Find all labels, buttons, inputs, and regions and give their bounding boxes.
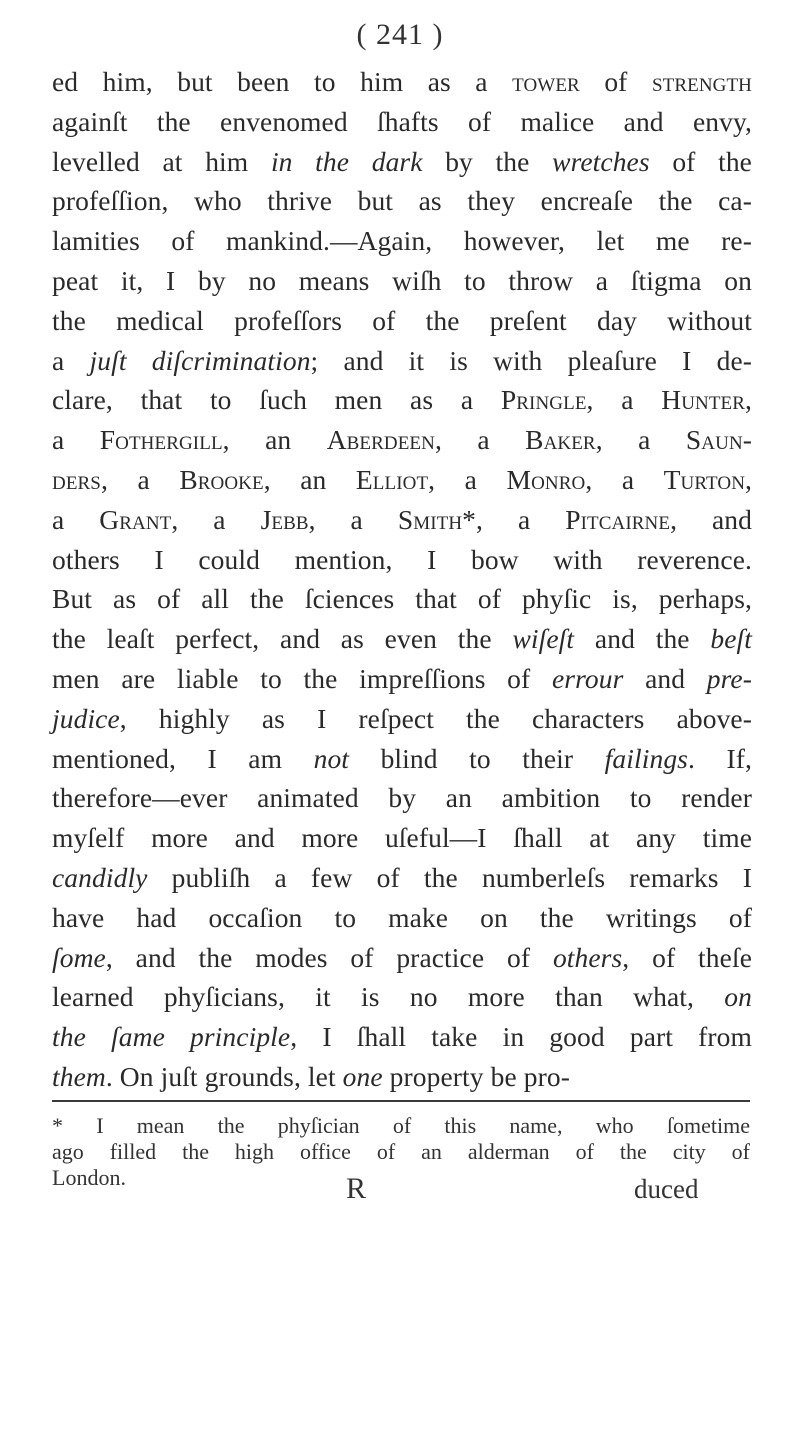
text-line	[52, 221, 752, 261]
small-caps-name: Brooke	[179, 463, 264, 495]
italic-text: errour	[551, 662, 624, 694]
text-run: *, a	[462, 503, 566, 535]
text-run: ,	[745, 463, 752, 495]
text-run: ; and it is with pleaſure I de-	[310, 344, 753, 376]
text-run: of	[579, 66, 652, 97]
text-run: by the	[422, 145, 553, 177]
text-line	[52, 62, 752, 102]
small-caps-name: Fothergill	[99, 424, 223, 456]
text-run: clare, that to ſuch men as a	[52, 384, 501, 416]
text-line	[52, 898, 752, 938]
text-line	[52, 1057, 752, 1097]
small-caps-name: Elliot	[355, 463, 429, 495]
footnote-line: * I mean the phyſician of this name, who ſometime	[52, 1113, 750, 1138]
text-run: of the	[649, 145, 752, 177]
small-caps-name: ders	[52, 463, 101, 495]
text-line	[52, 1017, 752, 1057]
text-run: , a	[595, 424, 686, 456]
text-run: therefore—ever animated by an ambition to render	[52, 782, 752, 814]
italic-text: them	[52, 1060, 106, 1092]
text-run: a	[52, 424, 100, 456]
italic-text: in the dark	[270, 145, 423, 177]
small-caps-name: Monro	[506, 463, 586, 495]
italic-text: beſt	[710, 623, 753, 655]
text-line	[52, 181, 752, 221]
text-line	[52, 977, 752, 1017]
page-number: ( 241 )	[356, 18, 444, 51]
small-caps-name: Pringle	[500, 384, 587, 416]
italic-text: candidly	[52, 861, 148, 893]
text-run: , an	[222, 424, 327, 456]
text-line	[52, 380, 752, 420]
italic-text: juſt diſcrimination	[89, 344, 311, 376]
text-run: men are liable to the impreſſions of	[52, 662, 552, 694]
catchword: duced	[634, 1174, 699, 1204]
text-run: , and	[670, 503, 753, 535]
text-run: , I ſhall take in good part from	[290, 1021, 752, 1053]
text-run: learned phyſicians, it is no more than what,	[52, 981, 725, 1013]
small-caps-name: Aberdeen	[326, 424, 435, 456]
small-caps-name: Jebb	[260, 503, 309, 535]
small-caps-name: Pitcairne	[565, 503, 671, 535]
text-run: , a	[428, 463, 507, 495]
small-caps-name: Baker	[525, 424, 596, 456]
signature-mark: R	[346, 1172, 367, 1205]
text-line	[52, 500, 752, 540]
text-line	[52, 460, 752, 500]
footnote-line: ago filled the high office of an alderman of the city of	[52, 1139, 750, 1164]
text-run: , a	[586, 384, 662, 416]
text-line	[52, 261, 752, 301]
footnote-rule	[52, 1100, 750, 1102]
small-caps-name: Turton	[663, 463, 746, 495]
italic-text: pre-	[706, 662, 752, 694]
italic-text: on	[724, 981, 752, 1013]
small-caps-name: Grant	[99, 503, 172, 535]
text-line	[52, 142, 752, 182]
italic-text: failings	[604, 742, 688, 774]
body-text	[52, 62, 752, 1097]
text-run: the leaſt perfect, and as even the	[52, 623, 513, 655]
text-run: But as of all the ſciences that of phyſic is, perhaps,	[52, 583, 752, 615]
text-line	[52, 739, 752, 779]
text-line	[52, 102, 752, 142]
text-line	[52, 420, 752, 460]
text-run: , a	[585, 463, 664, 495]
small-caps-name: strength	[651, 66, 752, 97]
text-run: blind to their	[349, 742, 605, 774]
text-run: , an	[263, 463, 356, 495]
italic-text: ſome	[52, 941, 106, 973]
text-line	[52, 659, 752, 699]
small-caps-name: Hunter	[661, 384, 746, 416]
text-run: profeſſion, who thrive but as they encreaſe the ca-	[52, 185, 752, 217]
text-run: a	[52, 344, 90, 376]
text-line	[52, 579, 752, 619]
text-run: , highly as I reſpect the characters above-	[119, 702, 752, 734]
text-run: have had occaſion to make on the writings of	[52, 901, 752, 933]
text-line	[52, 818, 752, 858]
text-run: lamities of mankind.—Again, however, let me re-	[52, 225, 752, 257]
text-run: a	[52, 503, 100, 535]
text-run: ed him, but been to him as a	[52, 66, 513, 97]
text-run: myſelf more and more uſeful—I ſhall at any time	[52, 822, 752, 854]
text-run: , a	[171, 503, 261, 535]
text-run: ,	[745, 384, 753, 416]
text-run: . On juſt grounds, let	[105, 1060, 343, 1092]
italic-text: judice	[52, 702, 120, 734]
italic-text: one	[342, 1060, 383, 1092]
text-line	[52, 938, 752, 978]
italic-text: wiſeſt	[512, 623, 575, 655]
text-run: publiſh a few of the numberleſs remarks I	[147, 861, 752, 893]
text-run: , a	[308, 503, 398, 535]
text-run: others I could mention, I bow with reverence.	[52, 543, 752, 575]
text-line	[52, 699, 752, 739]
italic-text: wretches	[552, 145, 650, 177]
italic-text: not	[313, 742, 350, 774]
text-run: , and the modes of practice of	[105, 941, 553, 973]
text-line	[52, 858, 752, 898]
text-run: peat it, I by no means wiſh to throw a ſtigma on	[52, 264, 752, 296]
text-run: , a	[100, 463, 180, 495]
text-run: and	[623, 662, 707, 694]
text-line	[52, 619, 752, 659]
small-caps-name: tower	[512, 66, 580, 97]
text-run: , a	[434, 424, 526, 456]
footnote-line: London.	[52, 1165, 126, 1190]
italic-text: others	[552, 941, 623, 973]
text-line	[52, 341, 752, 381]
text-run: and the	[574, 623, 711, 655]
text-line	[52, 540, 752, 580]
text-line	[52, 778, 752, 818]
small-caps-name: Saun-	[685, 424, 753, 456]
text-run: the medical profeſſors of the preſent day without	[52, 304, 752, 336]
italic-text: the ſame principle	[52, 1021, 291, 1053]
small-caps-name: Smith	[397, 503, 463, 535]
text-run: . If,	[688, 742, 752, 774]
text-line	[52, 301, 752, 341]
text-run: levelled at him	[52, 145, 271, 177]
text-run: , of theſe	[622, 941, 752, 973]
text-run: property be pro-	[382, 1060, 570, 1092]
text-run: mentioned, I am	[52, 742, 314, 774]
text-run: againſt the envenomed ſhafts of malice and envy,	[52, 105, 752, 137]
